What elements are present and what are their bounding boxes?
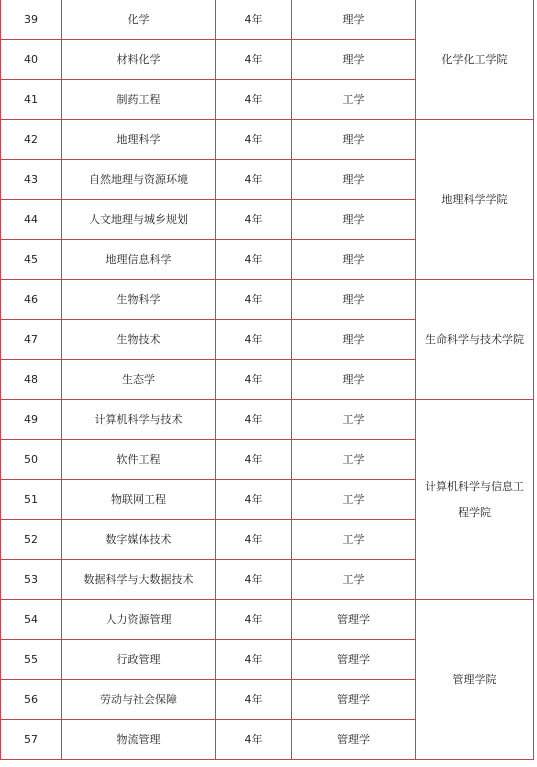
study-years-cell: 4年 [216,360,292,400]
table-row [1,600,534,640]
row-number-cell: 57 [1,720,62,760]
row-number-cell: 53 [1,560,62,600]
major-name-cell: 软件工程 [62,440,216,480]
row-number-cell: 40 [1,40,62,80]
degree-type-cell: 管理学 [292,600,416,640]
degree-type-cell: 理学 [292,360,416,400]
major-name-cell: 材料化学 [62,40,216,80]
table-row [1,400,534,440]
college-name-cell: 生命科学与技术学院 [416,280,534,400]
major-name-cell: 地理科学 [62,120,216,160]
degree-type-cell: 理学 [292,0,416,40]
major-name-cell: 数据科学与大数据技术 [62,560,216,600]
study-years-cell: 4年 [216,240,292,280]
row-number-cell: 55 [1,640,62,680]
degree-type-cell: 理学 [292,280,416,320]
study-years-cell: 4年 [216,40,292,80]
degree-type-cell: 理学 [292,160,416,200]
study-years-cell: 4年 [216,280,292,320]
major-name-cell: 自然地理与资源环境 [62,160,216,200]
major-name-cell: 生物技术 [62,320,216,360]
college-name-cell: 管理学院 [416,600,534,760]
row-number-cell: 41 [1,80,62,120]
major-name-cell: 物联网工程 [62,480,216,520]
study-years-cell: 4年 [216,200,292,240]
major-name-cell: 生物科学 [62,280,216,320]
study-years-cell: 4年 [216,440,292,480]
major-name-cell: 化学 [62,0,216,40]
row-number-cell: 42 [1,120,62,160]
study-years-cell: 4年 [216,320,292,360]
study-years-cell: 4年 [216,640,292,680]
major-name-cell: 劳动与社会保障 [62,680,216,720]
degree-type-cell: 理学 [292,240,416,280]
study-years-cell: 4年 [216,80,292,120]
row-number-cell: 39 [1,0,62,40]
table-row [1,280,534,320]
study-years-cell: 4年 [216,160,292,200]
degree-type-cell: 工学 [292,440,416,480]
degree-type-cell: 理学 [292,40,416,80]
study-years-cell: 4年 [216,0,292,40]
row-number-cell: 49 [1,400,62,440]
college-name-cell: 计算机科学与信息工程学院 [416,400,534,600]
degree-type-cell: 理学 [292,320,416,360]
degree-type-cell: 工学 [292,480,416,520]
college-name-cell: 化学化工学院 [416,0,534,120]
major-name-cell: 地理信息科学 [62,240,216,280]
degree-type-cell: 工学 [292,80,416,120]
row-number-cell: 45 [1,240,62,280]
majors-table-body [1,0,534,760]
study-years-cell: 4年 [216,480,292,520]
college-name-cell: 地理科学学院 [416,120,534,280]
row-number-cell: 51 [1,480,62,520]
study-years-cell: 4年 [216,720,292,760]
degree-type-cell: 工学 [292,560,416,600]
degree-type-cell: 工学 [292,520,416,560]
major-name-cell: 计算机科学与技术 [62,400,216,440]
degree-type-cell: 管理学 [292,680,416,720]
table-row [1,120,534,160]
degree-type-cell: 理学 [292,200,416,240]
row-number-cell: 47 [1,320,62,360]
row-number-cell: 54 [1,600,62,640]
degree-type-cell: 工学 [292,400,416,440]
study-years-cell: 4年 [216,400,292,440]
row-number-cell: 48 [1,360,62,400]
major-name-cell: 制药工程 [62,80,216,120]
study-years-cell: 4年 [216,560,292,600]
table-row [1,0,534,40]
major-name-cell: 物流管理 [62,720,216,760]
study-years-cell: 4年 [216,120,292,160]
row-number-cell: 46 [1,280,62,320]
major-name-cell: 生态学 [62,360,216,400]
degree-type-cell: 理学 [292,120,416,160]
row-number-cell: 50 [1,440,62,480]
study-years-cell: 4年 [216,680,292,720]
row-number-cell: 52 [1,520,62,560]
major-name-cell: 数字媒体技术 [62,520,216,560]
major-name-cell: 人文地理与城乡规划 [62,200,216,240]
major-name-cell: 行政管理 [62,640,216,680]
degree-type-cell: 管理学 [292,640,416,680]
row-number-cell: 43 [1,160,62,200]
row-number-cell: 56 [1,680,62,720]
study-years-cell: 4年 [216,600,292,640]
major-name-cell: 人力资源管理 [62,600,216,640]
degree-type-cell: 管理学 [292,720,416,760]
study-years-cell: 4年 [216,520,292,560]
row-number-cell: 44 [1,200,62,240]
